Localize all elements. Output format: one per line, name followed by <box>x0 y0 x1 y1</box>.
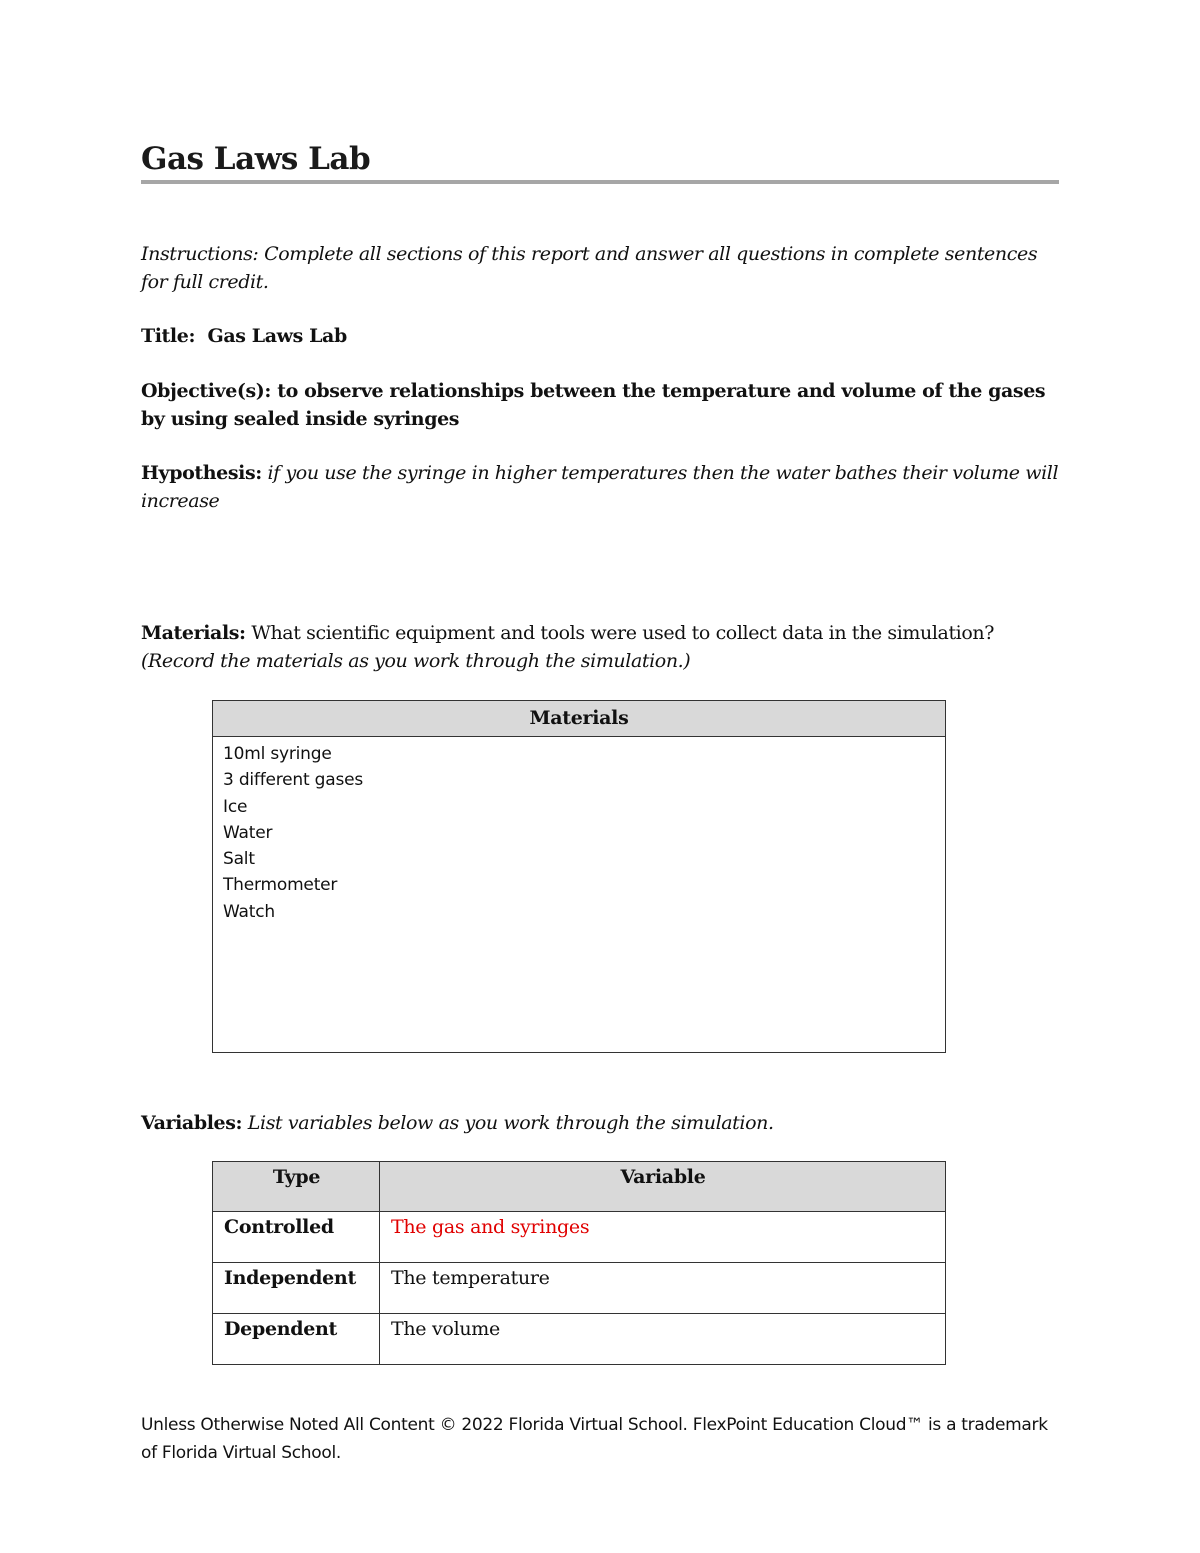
title-label: Title: <box>141 325 196 347</box>
variables-header-row <box>213 1162 946 1212</box>
materials-note: (Record the materials as you work through the simulation.) <box>141 650 691 672</box>
variable-type-cell: Independent <box>213 1263 380 1314</box>
materials-question <box>141 619 1059 675</box>
table-row <box>213 1263 946 1314</box>
variable-type-cell: Dependent <box>213 1314 380 1365</box>
materials-item: Ice <box>223 796 248 817</box>
type-column-header: Type <box>213 1162 380 1212</box>
title-divider <box>141 180 1059 184</box>
variable-value-cell: The gas and syringes <box>380 1212 946 1263</box>
materials-list <box>213 737 945 925</box>
table-row <box>213 1212 946 1263</box>
variable-column-header: Variable <box>380 1162 946 1212</box>
materials-item: Thermometer <box>223 875 338 896</box>
materials-item: 3 different gases <box>223 770 364 791</box>
materials-label: Materials: <box>141 622 246 644</box>
variable-value-cell: The volume <box>380 1314 946 1365</box>
title-value: Gas Laws Lab <box>207 325 347 347</box>
materials-question-text: What scientific equipment and tools were used to collect data in the simulation? <box>251 622 995 644</box>
materials-item: Salt <box>223 849 255 870</box>
variables-note: List variables below as you work through the simulation. <box>247 1112 774 1134</box>
copyright-footer: Unless Otherwise Noted All Content © 2022 Florida Virtual School. FlexPoint Education Cloud™ is a trademark of Florida Virtual School. <box>141 1415 1048 1463</box>
variables-table <box>212 1161 946 1365</box>
materials-item: 10ml syringe <box>223 744 332 764</box>
materials-table-header: Materials <box>213 701 945 737</box>
variables-question <box>141 1109 1059 1137</box>
materials-item: Water <box>223 822 273 843</box>
hypothesis-value: if you use the syringe in higher temperatures then the water bathes their volume will increase <box>141 462 1059 512</box>
variables-label: Variables: <box>141 1112 243 1134</box>
hypothesis-label: Hypothesis: <box>141 462 262 484</box>
variable-type-cell: Controlled <box>213 1212 380 1263</box>
objective-label: Objective(s): <box>141 380 271 402</box>
document-title: Gas Laws Lab <box>141 141 371 177</box>
objective-line <box>141 377 1059 433</box>
materials-item: Watch <box>223 901 275 922</box>
variable-value-cell: The temperature <box>380 1263 946 1314</box>
table-row <box>213 1314 946 1365</box>
objective-value: to observe relationships between the temperature and volume of the gases by using sealed inside syringes <box>141 380 1046 430</box>
instructions-text: Instructions: Complete all sections of this report and answer all questions in complete sentences for full credit. <box>141 243 1038 293</box>
hypothesis-line <box>141 459 1059 515</box>
report-title-line <box>141 322 1059 350</box>
materials-table <box>212 700 946 1053</box>
